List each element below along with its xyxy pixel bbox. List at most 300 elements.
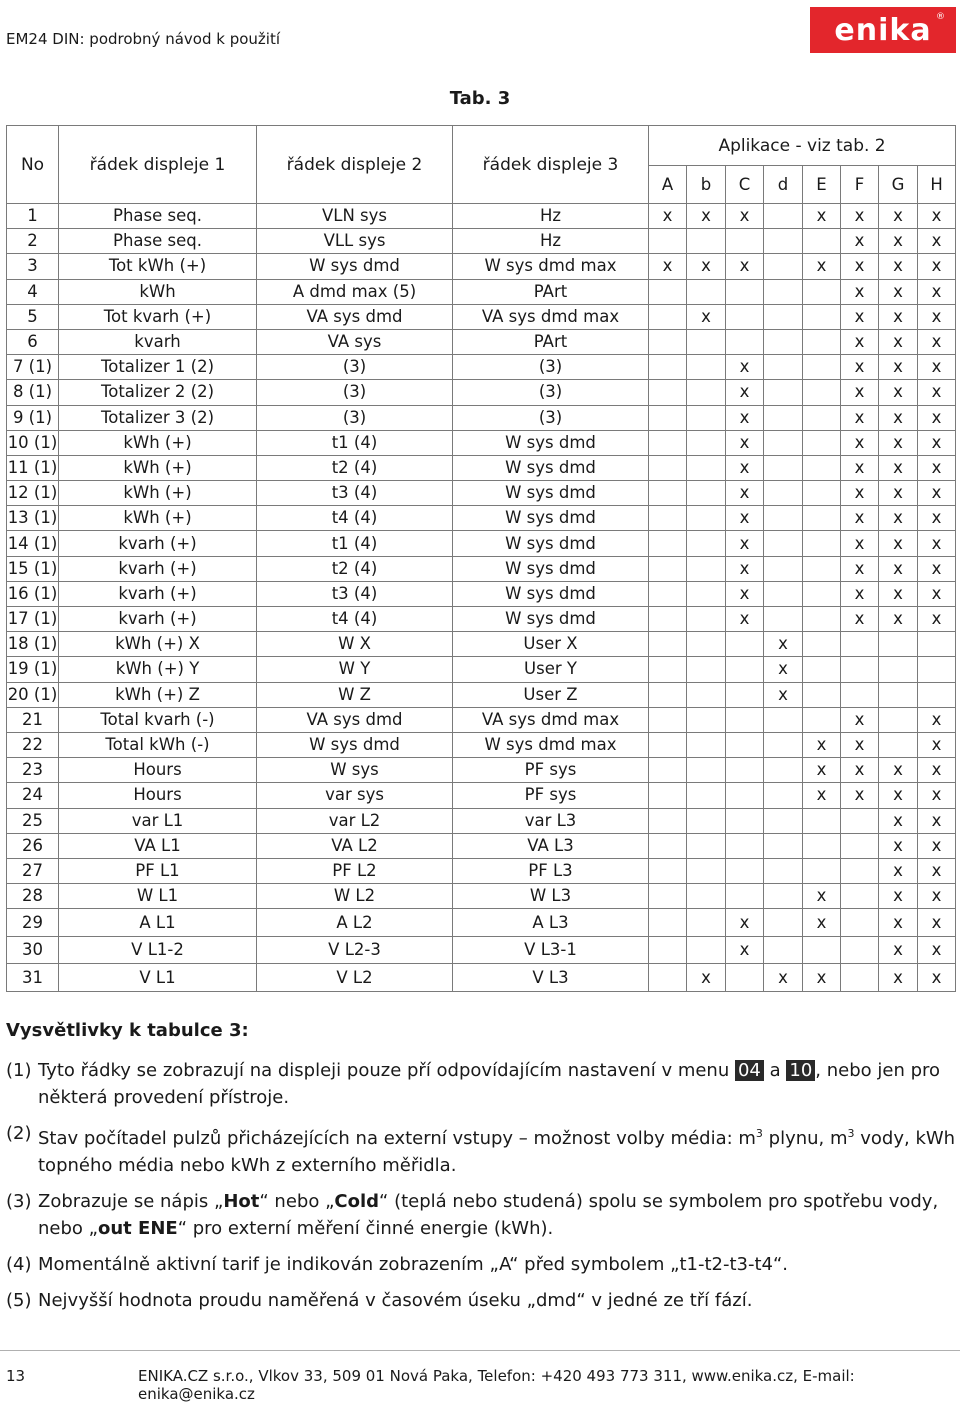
cell-app-F bbox=[841, 858, 879, 883]
cell-display-3: PArt bbox=[453, 279, 649, 304]
cell-no: 17 (1) bbox=[7, 607, 59, 632]
cell-app-H bbox=[918, 632, 956, 657]
cell-no: 28 bbox=[7, 884, 59, 909]
cell-display-2: (3) bbox=[257, 355, 453, 380]
cell-app-d bbox=[764, 909, 803, 937]
cell-app-A bbox=[649, 304, 687, 329]
cell-app-E bbox=[803, 531, 841, 556]
cell-app-G: x bbox=[879, 355, 918, 380]
cell-app-E bbox=[803, 657, 841, 682]
cell-app-F: x bbox=[841, 380, 879, 405]
table-row bbox=[7, 607, 956, 632]
cell-app-H: x bbox=[918, 808, 956, 833]
note-text bbox=[38, 1188, 956, 1242]
cell-app-A bbox=[649, 455, 687, 480]
cell-app-G: x bbox=[879, 936, 918, 964]
cell-app-b bbox=[687, 833, 726, 858]
cell-display-3: W sys dmd max bbox=[453, 732, 649, 757]
cell-app-C: x bbox=[726, 936, 764, 964]
cell-app-G: x bbox=[879, 833, 918, 858]
cell-app-E bbox=[803, 707, 841, 732]
cell-app-A bbox=[649, 682, 687, 707]
cell-app-C bbox=[726, 682, 764, 707]
table-row bbox=[7, 304, 956, 329]
cell-no: 11 (1) bbox=[7, 455, 59, 480]
cell-display-1: V L1-2 bbox=[59, 936, 257, 964]
cell-display-3: W sys dmd bbox=[453, 556, 649, 581]
cell-app-G: x bbox=[879, 380, 918, 405]
cell-app-b bbox=[687, 808, 726, 833]
cell-app-G bbox=[879, 682, 918, 707]
cell-display-1: kWh (+) X bbox=[59, 632, 257, 657]
cell-app-H: x bbox=[918, 936, 956, 964]
cell-app-F bbox=[841, 964, 879, 992]
cell-app-C bbox=[726, 632, 764, 657]
cell-app-H: x bbox=[918, 964, 956, 992]
cell-app-d bbox=[764, 783, 803, 808]
cell-app-d bbox=[764, 380, 803, 405]
footer-contact: ENIKA.CZ s.r.o., Vlkov 33, 509 01 Nová Paka, Telefon: +420 493 773 311, www.enika.cz, E-mail: enika@enika.cz bbox=[138, 1367, 855, 1403]
cell-app-H: x bbox=[918, 607, 956, 632]
cell-app-H: x bbox=[918, 329, 956, 354]
logo-text: enika bbox=[834, 12, 932, 48]
cell-app-E bbox=[803, 304, 841, 329]
cell-display-2: W L2 bbox=[257, 884, 453, 909]
cell-app-G: x bbox=[879, 783, 918, 808]
cell-display-1: Phase seq. bbox=[59, 229, 257, 254]
cell-display-3: User X bbox=[453, 632, 649, 657]
table-row bbox=[7, 884, 956, 909]
note-text-part: Zobrazuje se nápis „ bbox=[38, 1191, 224, 1212]
cell-app-C bbox=[726, 758, 764, 783]
cell-app-H: x bbox=[918, 581, 956, 606]
cell-app-C bbox=[726, 279, 764, 304]
cell-app-F: x bbox=[841, 304, 879, 329]
cell-app-b bbox=[687, 758, 726, 783]
table-row bbox=[7, 531, 956, 556]
cell-app-d bbox=[764, 430, 803, 455]
table-row bbox=[7, 254, 956, 279]
cell-app-E: x bbox=[803, 964, 841, 992]
cell-app-d bbox=[764, 304, 803, 329]
cell-no: 1 bbox=[7, 204, 59, 229]
header-app-G: G bbox=[879, 166, 918, 204]
note-number: (5) bbox=[6, 1290, 32, 1311]
cell-app-F bbox=[841, 884, 879, 909]
cell-app-F bbox=[841, 657, 879, 682]
cell-display-2: t2 (4) bbox=[257, 556, 453, 581]
cell-app-G bbox=[879, 632, 918, 657]
cell-app-H: x bbox=[918, 279, 956, 304]
cell-no: 19 (1) bbox=[7, 657, 59, 682]
cell-app-A bbox=[649, 229, 687, 254]
cell-app-C bbox=[726, 783, 764, 808]
cell-display-2: A L2 bbox=[257, 909, 453, 937]
cell-app-A bbox=[649, 355, 687, 380]
cell-display-2: t2 (4) bbox=[257, 455, 453, 480]
cell-display-3: var L3 bbox=[453, 808, 649, 833]
cell-app-b bbox=[687, 279, 726, 304]
cell-app-b bbox=[687, 657, 726, 682]
cell-app-F: x bbox=[841, 607, 879, 632]
cell-display-3: Hz bbox=[453, 204, 649, 229]
cell-app-C bbox=[726, 884, 764, 909]
cell-no: 27 bbox=[7, 858, 59, 883]
cell-app-H: x bbox=[918, 783, 956, 808]
cell-app-d: x bbox=[764, 657, 803, 682]
cell-app-F: x bbox=[841, 254, 879, 279]
header-app-A: A bbox=[649, 166, 687, 204]
cell-app-F: x bbox=[841, 506, 879, 531]
cell-app-A bbox=[649, 430, 687, 455]
note-4 bbox=[6, 1251, 956, 1278]
cell-app-E bbox=[803, 506, 841, 531]
note-text: Nejvyšší hodnota proudu naměřená v časovém úseku „dmd“ v jedné ze tří fází. bbox=[38, 1290, 753, 1311]
table-row bbox=[7, 758, 956, 783]
cell-app-b bbox=[687, 355, 726, 380]
cell-display-3: W L3 bbox=[453, 884, 649, 909]
cell-app-H: x bbox=[918, 858, 956, 883]
cell-display-2: W X bbox=[257, 632, 453, 657]
cell-display-1: VA L1 bbox=[59, 833, 257, 858]
cell-no: 25 bbox=[7, 808, 59, 833]
note-text-part: Stav počítadel pulzů přicházejících na externí vstupy – možnost volby média: m bbox=[38, 1128, 756, 1149]
cell-display-3: W sys dmd bbox=[453, 531, 649, 556]
cell-app-C bbox=[726, 707, 764, 732]
menu-code-10: 10 bbox=[786, 1060, 815, 1081]
cell-app-b bbox=[687, 481, 726, 506]
cell-app-E bbox=[803, 833, 841, 858]
cell-display-1: kvarh (+) bbox=[59, 556, 257, 581]
cell-app-b bbox=[687, 707, 726, 732]
cell-app-E bbox=[803, 229, 841, 254]
cell-display-3: PF L3 bbox=[453, 858, 649, 883]
cell-display-1: Phase seq. bbox=[59, 204, 257, 229]
cell-app-G: x bbox=[879, 329, 918, 354]
table-row bbox=[7, 581, 956, 606]
table-row bbox=[7, 936, 956, 964]
cell-app-C bbox=[726, 732, 764, 757]
cell-app-G: x bbox=[879, 964, 918, 992]
cell-app-F: x bbox=[841, 329, 879, 354]
cell-app-E: x bbox=[803, 732, 841, 757]
cell-display-1: kWh (+) bbox=[59, 506, 257, 531]
cell-app-C: x bbox=[726, 254, 764, 279]
note-number: (3) bbox=[6, 1191, 32, 1212]
cell-app-A bbox=[649, 732, 687, 757]
cell-display-3: (3) bbox=[453, 355, 649, 380]
cell-app-A bbox=[649, 909, 687, 937]
footer-divider bbox=[0, 1350, 960, 1351]
legend-notes bbox=[6, 1057, 956, 1323]
cell-app-G: x bbox=[879, 607, 918, 632]
cell-app-F bbox=[841, 936, 879, 964]
cell-app-d bbox=[764, 531, 803, 556]
cell-app-A bbox=[649, 884, 687, 909]
cell-app-F: x bbox=[841, 758, 879, 783]
cell-app-C: x bbox=[726, 581, 764, 606]
cell-app-d bbox=[764, 556, 803, 581]
cell-app-b bbox=[687, 581, 726, 606]
cell-display-3: W sys dmd bbox=[453, 481, 649, 506]
cell-no: 16 (1) bbox=[7, 581, 59, 606]
cell-app-A: x bbox=[649, 254, 687, 279]
cell-app-d bbox=[764, 204, 803, 229]
cell-app-F: x bbox=[841, 430, 879, 455]
header-app-b: b bbox=[687, 166, 726, 204]
cell-display-2: t4 (4) bbox=[257, 506, 453, 531]
note-text-part: , nebo jen pro některá provedení přístroje. bbox=[38, 1060, 941, 1108]
cell-display-1: Hours bbox=[59, 783, 257, 808]
cell-app-A bbox=[649, 405, 687, 430]
cell-app-G bbox=[879, 707, 918, 732]
header-no: No bbox=[7, 126, 59, 204]
cell-app-d: x bbox=[764, 632, 803, 657]
cell-display-3: Hz bbox=[453, 229, 649, 254]
cell-display-1: kvarh (+) bbox=[59, 607, 257, 632]
note-text: Momentálně aktivní tarif je indikován zobrazením „A“ před symbolem „t1-t2-t3-t4“. bbox=[38, 1254, 789, 1275]
cell-app-F bbox=[841, 632, 879, 657]
cell-app-d bbox=[764, 581, 803, 606]
table-row bbox=[7, 405, 956, 430]
cell-app-C: x bbox=[726, 380, 764, 405]
table-row bbox=[7, 909, 956, 937]
table-row bbox=[7, 279, 956, 304]
cell-app-C: x bbox=[726, 909, 764, 937]
cell-app-F: x bbox=[841, 732, 879, 757]
cell-app-A bbox=[649, 607, 687, 632]
cell-app-A bbox=[649, 657, 687, 682]
cell-display-2: V L2 bbox=[257, 964, 453, 992]
cell-display-1: kWh (+) bbox=[59, 430, 257, 455]
cell-app-A bbox=[649, 279, 687, 304]
cell-app-b bbox=[687, 884, 726, 909]
cell-app-H: x bbox=[918, 732, 956, 757]
note-text bbox=[38, 1120, 956, 1179]
cell-app-b bbox=[687, 531, 726, 556]
cell-display-2: VA sys dmd bbox=[257, 707, 453, 732]
cell-app-E bbox=[803, 556, 841, 581]
cell-app-d bbox=[764, 355, 803, 380]
cell-display-1: Totalizer 2 (2) bbox=[59, 380, 257, 405]
cell-app-E bbox=[803, 481, 841, 506]
cell-display-2: t1 (4) bbox=[257, 531, 453, 556]
cell-app-C bbox=[726, 329, 764, 354]
cell-app-H: x bbox=[918, 430, 956, 455]
cell-app-A bbox=[649, 531, 687, 556]
cell-display-2: (3) bbox=[257, 405, 453, 430]
cell-app-C bbox=[726, 833, 764, 858]
cell-app-b bbox=[687, 607, 726, 632]
cell-display-1: W L1 bbox=[59, 884, 257, 909]
cell-app-G: x bbox=[879, 229, 918, 254]
cell-app-F: x bbox=[841, 783, 879, 808]
cell-no: 6 bbox=[7, 329, 59, 354]
cell-app-d: x bbox=[764, 682, 803, 707]
superscript: 3 bbox=[847, 1127, 855, 1140]
cell-app-H: x bbox=[918, 707, 956, 732]
cell-no: 21 bbox=[7, 707, 59, 732]
superscript: 3 bbox=[755, 1127, 763, 1140]
cell-app-A bbox=[649, 329, 687, 354]
cell-app-F: x bbox=[841, 279, 879, 304]
cell-app-E: x bbox=[803, 783, 841, 808]
cell-display-1: var L1 bbox=[59, 808, 257, 833]
header-app-E: E bbox=[803, 166, 841, 204]
cell-app-G: x bbox=[879, 204, 918, 229]
cell-app-H: x bbox=[918, 481, 956, 506]
table-row bbox=[7, 329, 956, 354]
cell-app-b bbox=[687, 632, 726, 657]
cell-display-3: PF sys bbox=[453, 758, 649, 783]
cell-display-1: Hours bbox=[59, 758, 257, 783]
cell-display-3: W sys dmd bbox=[453, 581, 649, 606]
display-rows-table bbox=[6, 125, 956, 992]
cell-app-H: x bbox=[918, 506, 956, 531]
cell-display-3: PF sys bbox=[453, 783, 649, 808]
cell-app-F: x bbox=[841, 531, 879, 556]
cell-app-E bbox=[803, 682, 841, 707]
cell-app-C: x bbox=[726, 531, 764, 556]
note-text-part: “ nebo „ bbox=[259, 1191, 335, 1212]
enika-logo bbox=[810, 7, 956, 53]
cell-app-C: x bbox=[726, 607, 764, 632]
cell-app-G: x bbox=[879, 455, 918, 480]
cell-app-E: x bbox=[803, 909, 841, 937]
cell-app-E bbox=[803, 632, 841, 657]
cell-app-C bbox=[726, 964, 764, 992]
cell-app-A bbox=[649, 964, 687, 992]
cell-display-2: W sys dmd bbox=[257, 732, 453, 757]
cell-no: 9 (1) bbox=[7, 405, 59, 430]
bold-term-hot: Hot bbox=[223, 1191, 260, 1212]
cell-display-3: V L3-1 bbox=[453, 936, 649, 964]
cell-no: 7 (1) bbox=[7, 355, 59, 380]
table-caption: Tab. 3 bbox=[449, 88, 511, 109]
header-app-d: d bbox=[764, 166, 803, 204]
cell-app-G: x bbox=[879, 279, 918, 304]
cell-app-G: x bbox=[879, 758, 918, 783]
cell-display-2: var L2 bbox=[257, 808, 453, 833]
cell-app-b bbox=[687, 783, 726, 808]
cell-app-H: x bbox=[918, 254, 956, 279]
cell-app-C: x bbox=[726, 355, 764, 380]
table-row bbox=[7, 964, 956, 992]
note-text-part: “ pro externí měření činné energie (kWh). bbox=[177, 1218, 554, 1239]
cell-display-3: User Y bbox=[453, 657, 649, 682]
cell-app-F: x bbox=[841, 581, 879, 606]
cell-app-d bbox=[764, 481, 803, 506]
cell-display-1: A L1 bbox=[59, 909, 257, 937]
cell-app-E bbox=[803, 607, 841, 632]
cell-display-3: W sys dmd bbox=[453, 430, 649, 455]
cell-app-E bbox=[803, 405, 841, 430]
cell-app-H bbox=[918, 657, 956, 682]
cell-no: 18 (1) bbox=[7, 632, 59, 657]
table-row bbox=[7, 481, 956, 506]
bold-term-cold: Cold bbox=[334, 1191, 380, 1212]
cell-app-b bbox=[687, 682, 726, 707]
cell-app-G: x bbox=[879, 858, 918, 883]
cell-display-3: User Z bbox=[453, 682, 649, 707]
cell-display-3: W sys dmd bbox=[453, 506, 649, 531]
cell-app-E bbox=[803, 936, 841, 964]
cell-display-2: W Y bbox=[257, 657, 453, 682]
cell-app-E bbox=[803, 355, 841, 380]
cell-app-b bbox=[687, 506, 726, 531]
table-row bbox=[7, 380, 956, 405]
cell-app-b bbox=[687, 455, 726, 480]
cell-app-F: x bbox=[841, 405, 879, 430]
cell-app-b: x bbox=[687, 304, 726, 329]
cell-app-b bbox=[687, 229, 726, 254]
header-app-H: H bbox=[918, 166, 956, 204]
cell-app-E bbox=[803, 380, 841, 405]
cell-app-H bbox=[918, 682, 956, 707]
cell-app-A bbox=[649, 581, 687, 606]
cell-no: 4 bbox=[7, 279, 59, 304]
bold-term-out-ene: out ENE bbox=[97, 1218, 178, 1239]
note-text-part: vody, kWh topného média nebo kWh z externího měřidla. bbox=[38, 1128, 956, 1176]
registered-mark-icon: ® bbox=[936, 12, 946, 22]
page-number: 13 bbox=[6, 1367, 26, 1385]
table-row bbox=[7, 355, 956, 380]
note-number: (1) bbox=[6, 1060, 32, 1081]
cell-display-3: A L3 bbox=[453, 909, 649, 937]
cell-app-E bbox=[803, 808, 841, 833]
cell-display-1: PF L1 bbox=[59, 858, 257, 883]
cell-no: 15 (1) bbox=[7, 556, 59, 581]
cell-display-2: VLL sys bbox=[257, 229, 453, 254]
cell-app-F: x bbox=[841, 707, 879, 732]
cell-display-2: VA sys dmd bbox=[257, 304, 453, 329]
table-row bbox=[7, 732, 956, 757]
cell-app-b: x bbox=[687, 204, 726, 229]
cell-app-H: x bbox=[918, 229, 956, 254]
cell-display-2: PF L2 bbox=[257, 858, 453, 883]
cell-app-G: x bbox=[879, 405, 918, 430]
header-applications: Aplikace - viz tab. 2 bbox=[649, 126, 956, 166]
cell-app-E: x bbox=[803, 204, 841, 229]
cell-app-d bbox=[764, 405, 803, 430]
cell-app-b bbox=[687, 405, 726, 430]
cell-app-E bbox=[803, 858, 841, 883]
cell-display-1: V L1 bbox=[59, 964, 257, 992]
note-2 bbox=[6, 1120, 956, 1179]
cell-app-C: x bbox=[726, 204, 764, 229]
cell-display-2: t3 (4) bbox=[257, 481, 453, 506]
cell-display-1: Totalizer 1 (2) bbox=[59, 355, 257, 380]
table-row bbox=[7, 506, 956, 531]
cell-display-1: Tot kvarh (+) bbox=[59, 304, 257, 329]
note-5 bbox=[6, 1287, 956, 1314]
menu-code-04: 04 bbox=[735, 1060, 764, 1081]
table-row bbox=[7, 204, 956, 229]
cell-app-A bbox=[649, 808, 687, 833]
cell-app-E bbox=[803, 581, 841, 606]
cell-no: 2 bbox=[7, 229, 59, 254]
cell-no: 24 bbox=[7, 783, 59, 808]
cell-display-2: W Z bbox=[257, 682, 453, 707]
cell-app-d: x bbox=[764, 964, 803, 992]
cell-app-H: x bbox=[918, 758, 956, 783]
cell-app-G bbox=[879, 732, 918, 757]
table-row bbox=[7, 455, 956, 480]
cell-app-A bbox=[649, 632, 687, 657]
cell-app-d bbox=[764, 455, 803, 480]
cell-app-d bbox=[764, 884, 803, 909]
cell-app-C: x bbox=[726, 556, 764, 581]
